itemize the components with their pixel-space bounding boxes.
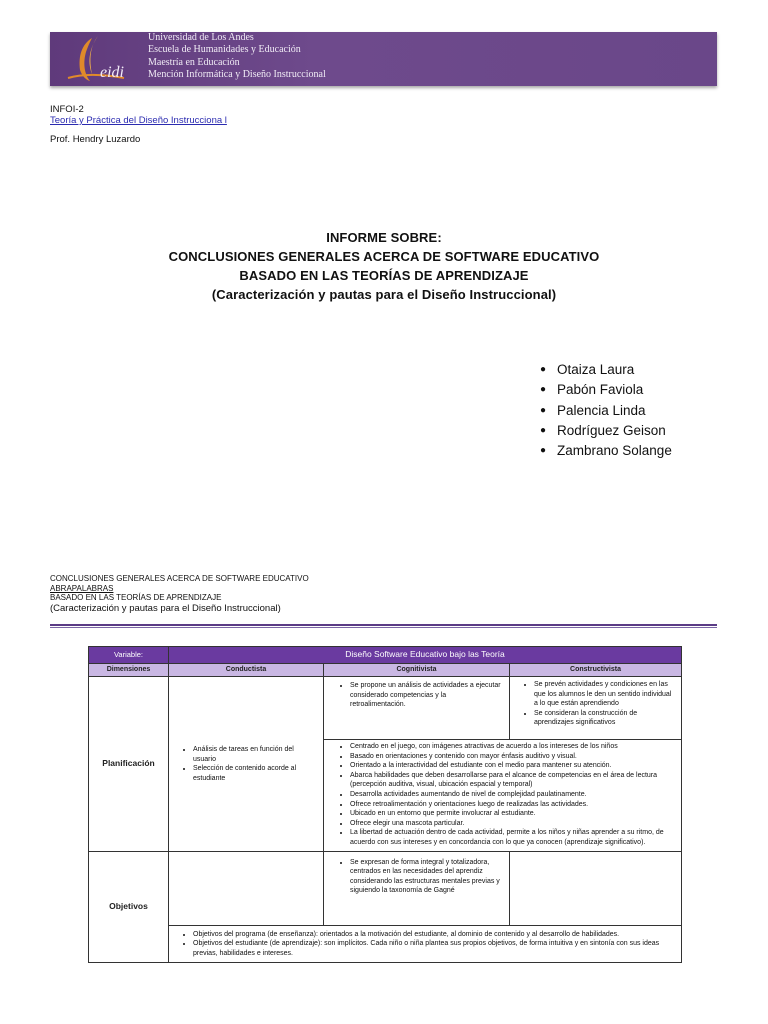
- theory-table: [88, 646, 682, 963]
- section-header: [50, 574, 309, 615]
- institution-line: Universidad de Los Andes: [148, 32, 254, 43]
- professor-name: Prof. Hendry Luzardo: [50, 134, 141, 145]
- section-line: CONCLUSIONES GENERALES ACERCA DE SOFTWARE EDUCATIVO: [50, 574, 309, 583]
- list-item: • Desarrolla actividades aumentando de nivel de complejidad paulatinamente.: [350, 790, 675, 800]
- cell-conductista: [169, 677, 324, 852]
- list-item: • Basado en orientaciones y contenido con mayor énfasis auditivo y visual.: [350, 752, 675, 762]
- author-list: [540, 360, 672, 461]
- list-item: • Objetivos del estudiante (de aprendizaje): son implícitos. Cada niño o niña plantea sus propios objetivos, de forma intuitiva y en sintonía con sus ideas previas, habilidades e intereses.: [193, 939, 675, 958]
- row-label: Objetivos: [89, 851, 169, 963]
- table-main-header: Diseño Software Educativo bajo las Teoría: [169, 647, 682, 664]
- list-item: • La libertad de actuación dentro de cada actividad, permite a los niños y niñas aprender a su ritmo, de acuerdo con sus intereses y en concordancia con lo que ya conocen (aprendizaje significativo).: [350, 828, 675, 847]
- author-item: ● Palencia Linda: [540, 401, 672, 421]
- title-line: BASADO EN LAS TEORÍAS DE APRENDIZAJE: [239, 268, 529, 283]
- author-item: ● Pabón Faviola: [540, 380, 672, 400]
- section-line-link[interactable]: ABRAPALABRAS: [50, 583, 114, 593]
- cell-constructivista: [510, 677, 682, 740]
- title-line: INFORME SOBRE:: [326, 230, 442, 245]
- list-item: • Centrado en el juego, con imágenes atractivas de acuerdo a los intereses de los niños: [350, 742, 675, 752]
- cell-conductista-empty: [169, 851, 324, 925]
- section-line: (Caracterización y pautas para el Diseño Instruccional): [50, 602, 281, 614]
- list-item: • Análisis de tareas en función del usuario: [193, 745, 317, 764]
- variable-label: Variable:: [89, 647, 169, 664]
- author-item: ● Otaiza Laura: [540, 360, 672, 380]
- list-item: • Ubicado en un entorno que permite involucrar al estudiante.: [350, 809, 675, 819]
- institution-line: Mención Informática y Diseño Instruccional: [148, 68, 326, 80]
- list-item: • Se expresan de forma integral y totalizadora, centrados en las necesidades del aprendiz considerando las estructuras mentales previas y siguiendo la taxonomía de Gagné: [350, 858, 503, 896]
- institution-line: Maestría en Educación: [148, 56, 240, 68]
- list-item: • Ofrece elegir una mascota particular.: [350, 819, 675, 829]
- list-item: • Selección de contenido acorde al estudiante: [193, 764, 317, 783]
- eidi-logo: [62, 34, 136, 84]
- list-item: • Ofrece retroalimentación y orientaciones luego de realizadas las actividades.: [350, 800, 675, 810]
- section-divider: [50, 624, 717, 626]
- list-item: • Objetivos del programa (de enseñanza): orientados a la motivación del estudiante, al dominio de contenido y al desarrollo de habilidades.: [193, 930, 675, 940]
- author-item: ● Rodríguez Geison: [540, 421, 672, 441]
- dimensions-header: Dimensiones: [89, 664, 169, 677]
- author-item: ● Zambrano Solange: [540, 441, 672, 461]
- course-code: INFOI-2: [50, 104, 84, 115]
- logo-text: eidi: [100, 64, 124, 81]
- cell-cognitivista: [324, 851, 510, 925]
- list-item: • Se consideran la construcción de aprendizajes significativos: [534, 709, 675, 728]
- cell-cognitivista: [324, 677, 510, 740]
- title-line: (Caracterización y pautas para el Diseño Instruccional): [211, 287, 557, 302]
- title-line: CONCLUSIONES GENERALES ACERCA DE SOFTWARE EDUCATIVO: [168, 249, 600, 264]
- cell-shared-objetivos: [169, 925, 682, 963]
- institution-line: Escuela de Humanidades y Educación: [148, 44, 301, 56]
- section-divider-thin: [50, 627, 717, 628]
- cell-shared-planificacion: [324, 740, 682, 852]
- row-label: Planificación: [89, 677, 169, 852]
- list-item: • Se prevén actividades y condiciones en las que los alumnos le den un sentido individual a lo que están aprendiendo: [534, 680, 675, 709]
- cell-constructivista-empty: [510, 851, 682, 925]
- column-header: Constructivista: [510, 664, 682, 677]
- column-header: Conductista: [169, 664, 324, 677]
- report-title: [0, 228, 768, 304]
- list-item: • Orientado a la interactividad del estudiante con el medio para mantener su atención.: [350, 761, 675, 771]
- column-header: Cognitivista: [324, 664, 510, 677]
- course-name-link[interactable]: Teoría y Práctica del Diseño Instrucciona l: [50, 115, 227, 126]
- list-item: • Abarca habilidades que deben desarrollarse para el alcance de competencias en el área de lectura (percepción auditiva, visual, ubicación espacial y temporal): [350, 771, 675, 790]
- section-line: BASADO EN LAS TEORÍAS DE APRENDIZAJE: [50, 593, 222, 602]
- institution-lines: [148, 32, 326, 81]
- list-item: • Se propone un análisis de actividades a ejecutar considerado competencias y la retroalimentación.: [350, 681, 503, 710]
